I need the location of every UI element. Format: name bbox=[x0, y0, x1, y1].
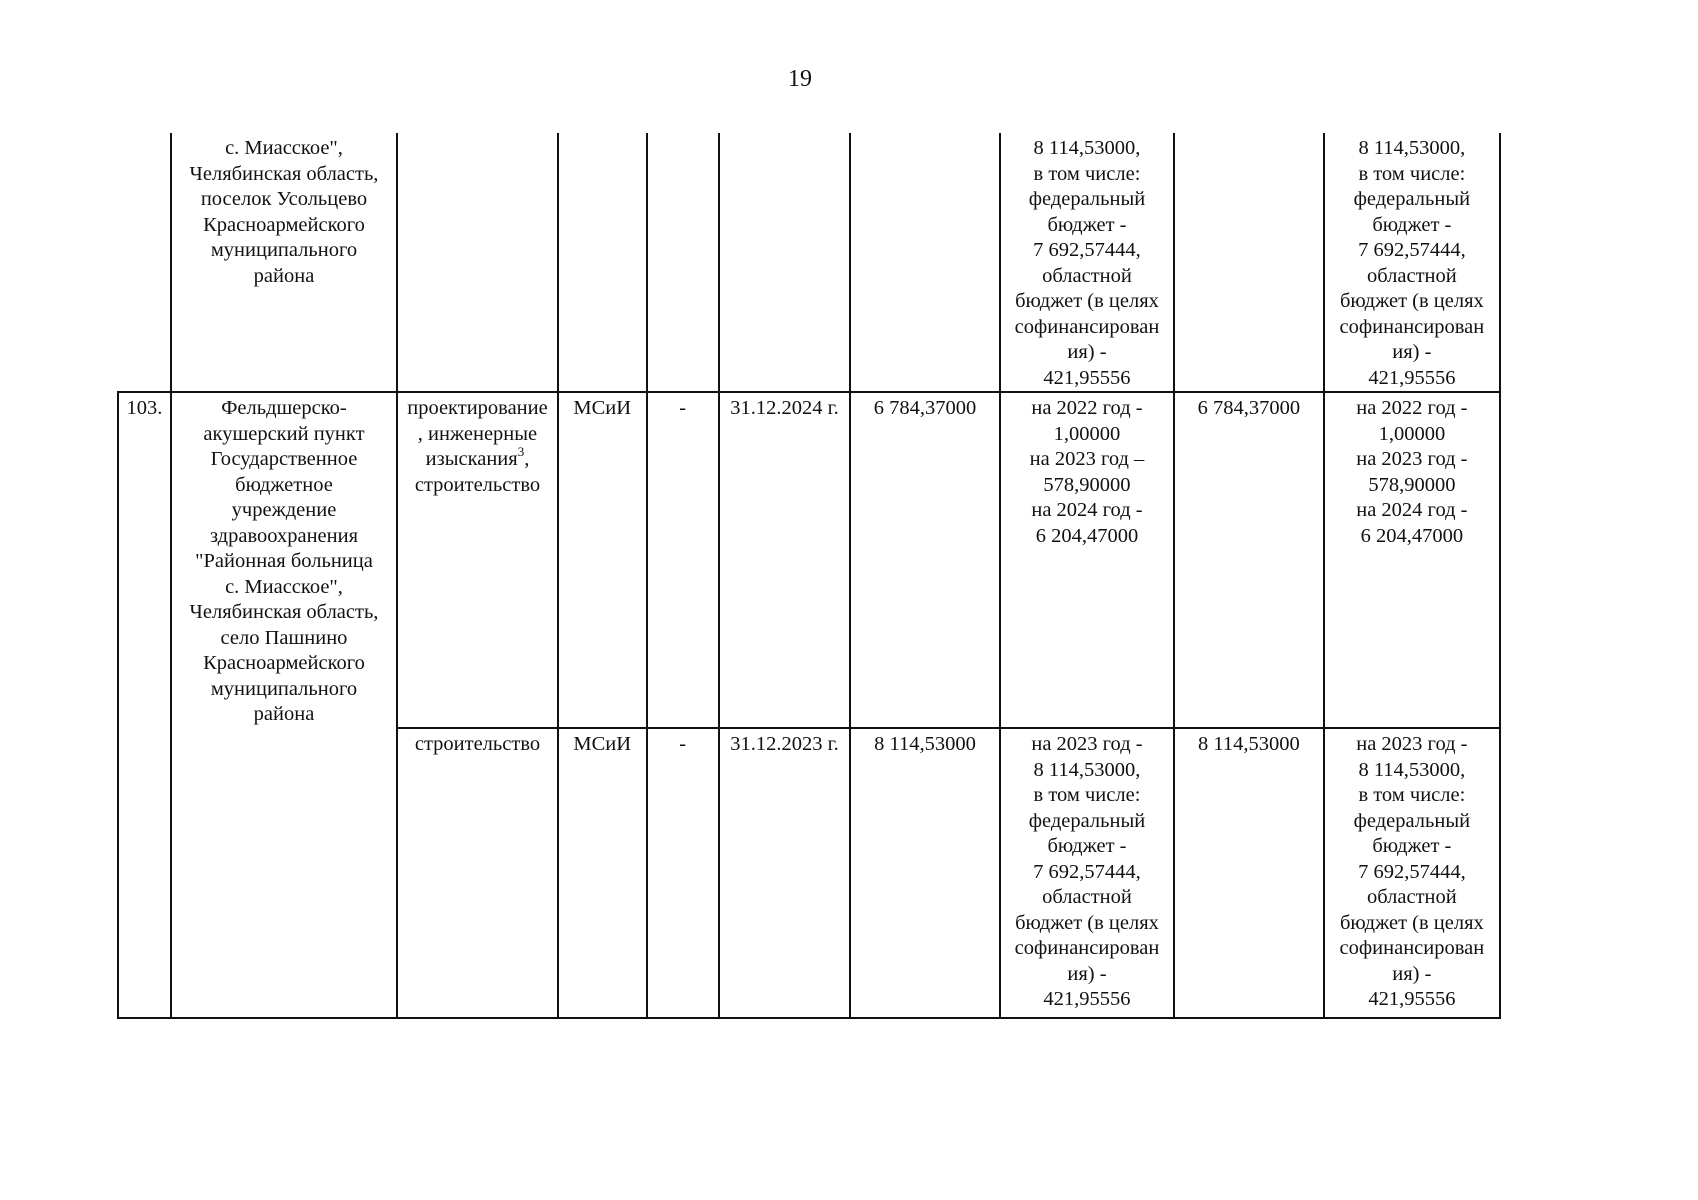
text-line: бюджет - bbox=[1047, 213, 1127, 236]
amount-cell: 8 114,53000 bbox=[850, 728, 1000, 1018]
text-line: Красноармейского bbox=[203, 213, 365, 236]
text-line: областной bbox=[1042, 886, 1132, 908]
footnote-mark: 3 bbox=[517, 444, 525, 459]
text-line: здравоохранения bbox=[209, 524, 359, 547]
text-line: софинансирован bbox=[1014, 315, 1160, 338]
text-line: бюджет (в целях bbox=[1015, 290, 1159, 312]
text-line: акушерский пункт bbox=[203, 422, 365, 445]
text-line: на 2022 год - bbox=[1356, 397, 1468, 419]
text-line: 578,90000 bbox=[1368, 473, 1456, 496]
text-line: 6 204,47000 bbox=[1035, 524, 1139, 547]
text-line: бюджет (в целях bbox=[1339, 911, 1484, 934]
text-line: ия) - bbox=[1392, 341, 1432, 363]
deadline-cell: 31.12.2024 г. bbox=[719, 392, 850, 728]
text-line: софинансирован bbox=[1339, 937, 1485, 959]
text-line: бюджет - bbox=[1372, 213, 1452, 236]
text-line: 1,00000 bbox=[1378, 422, 1446, 445]
text-line: Красноармейского bbox=[203, 652, 365, 674]
row-number-cell bbox=[118, 133, 171, 392]
text-line: в том числе: bbox=[1033, 162, 1141, 185]
text-fragment: изыскания bbox=[425, 448, 518, 470]
text-line: 1,00000 bbox=[1053, 422, 1121, 445]
text-line: ия) - bbox=[1067, 341, 1107, 363]
amount-2-cell: 8 114,53000 bbox=[1174, 728, 1324, 1018]
text-line: федеральный bbox=[1028, 809, 1146, 832]
text-line: 578,90000 bbox=[1043, 473, 1131, 496]
text-line: проектирование bbox=[407, 397, 548, 419]
text-line: учреждение bbox=[231, 499, 337, 521]
table-row bbox=[118, 133, 1500, 392]
amount-cell: 6 784,37000 bbox=[850, 392, 1000, 728]
text-line: федеральный bbox=[1353, 188, 1471, 210]
text-line: с. Миасское", bbox=[225, 137, 343, 159]
schedule-2-cell bbox=[1324, 728, 1500, 1018]
text-line: на 2024 год - bbox=[1356, 499, 1468, 521]
text-line: на 2024 год - bbox=[1031, 499, 1143, 521]
dash-cell bbox=[647, 133, 719, 392]
text-line: софинансирован bbox=[1014, 937, 1160, 959]
table-row bbox=[118, 392, 1500, 728]
schedule-2-cell bbox=[1324, 392, 1500, 728]
text-line: в том числе: bbox=[1358, 162, 1466, 185]
text-line: муниципального bbox=[210, 677, 358, 700]
text-line: на 2023 год – bbox=[1029, 448, 1145, 470]
text-line: , инженерные bbox=[417, 422, 538, 445]
amount-2-cell: 6 784,37000 bbox=[1174, 392, 1324, 728]
deadline-cell: 31.12.2023 г. bbox=[719, 728, 850, 1018]
schedule-2-cell bbox=[1324, 133, 1500, 392]
objects-table bbox=[117, 133, 1501, 1019]
text-line: на 2023 год - bbox=[1356, 733, 1468, 755]
schedule-cell bbox=[1000, 392, 1174, 728]
text-line: бюджет - bbox=[1372, 835, 1452, 857]
text-line: в том числе: bbox=[1358, 784, 1466, 806]
text-line: 421,95556 bbox=[1368, 988, 1456, 1010]
customer-cell: МСиИ bbox=[558, 392, 647, 728]
text-line: 7 692,57444, bbox=[1033, 239, 1141, 261]
text-line: строительство bbox=[414, 473, 541, 496]
text-line: Челябинская область, bbox=[189, 162, 379, 185]
text-line: областной bbox=[1042, 264, 1132, 287]
amount-cell bbox=[850, 133, 1000, 392]
text-line: на 2023 год - bbox=[1356, 448, 1468, 470]
text-line: 7 692,57444, bbox=[1033, 860, 1141, 883]
text-line: бюджет (в целях bbox=[1339, 290, 1484, 312]
schedule-cell bbox=[1000, 133, 1174, 392]
row-number-cell: 103. bbox=[118, 392, 171, 1018]
text-line: 7 692,57444, bbox=[1358, 860, 1466, 883]
text-line: района bbox=[253, 264, 315, 287]
text-line: района bbox=[253, 703, 315, 725]
text-line: на 2023 год - bbox=[1031, 733, 1143, 755]
text-line: 8 114,53000, bbox=[1358, 758, 1466, 781]
amount-2-cell bbox=[1174, 133, 1324, 392]
object-name-cell bbox=[171, 133, 397, 392]
text-line: на 2022 год - bbox=[1031, 397, 1143, 419]
work-type-cell bbox=[397, 392, 558, 728]
text-line: бюджет (в целях bbox=[1015, 911, 1159, 934]
text-line bbox=[401, 444, 554, 473]
text-line: 421,95556 bbox=[1043, 366, 1131, 389]
text-line: 421,95556 bbox=[1368, 366, 1456, 389]
text-line: село Пашнино bbox=[220, 626, 348, 649]
page-number: 19 bbox=[788, 66, 812, 92]
text-line: 8 114,53000, bbox=[1358, 137, 1466, 159]
text-line: поселок Усольцево bbox=[200, 188, 368, 210]
text-line: муниципального bbox=[210, 239, 358, 261]
text-line: Челябинская область, bbox=[189, 601, 379, 623]
text-line: Государственное bbox=[210, 448, 358, 470]
text-line: ия) - bbox=[1392, 962, 1432, 985]
text-line: Фельдшерско- bbox=[221, 397, 347, 419]
dash-cell: - bbox=[647, 728, 719, 1018]
text-fragment: , bbox=[524, 448, 530, 470]
text-line: федеральный bbox=[1028, 188, 1146, 210]
text-line: строительство bbox=[414, 733, 541, 755]
text-line: областной bbox=[1367, 886, 1457, 908]
customer-cell bbox=[558, 133, 647, 392]
text-line: 8 114,53000, bbox=[1033, 137, 1141, 159]
text-line: "Районная больница bbox=[195, 550, 373, 572]
object-name-cell bbox=[171, 392, 397, 1018]
text-line: бюджетное bbox=[235, 473, 333, 496]
text-line: бюджет - bbox=[1047, 835, 1127, 857]
schedule-cell bbox=[1000, 728, 1174, 1018]
text-line: 421,95556 bbox=[1043, 988, 1131, 1010]
text-line: 6 204,47000 bbox=[1360, 524, 1464, 547]
customer-cell: МСиИ bbox=[558, 728, 647, 1018]
work-type-cell bbox=[397, 133, 558, 392]
text-line: ия) - bbox=[1067, 962, 1107, 985]
text-line: 8 114,53000, bbox=[1033, 758, 1141, 781]
text-line: федеральный bbox=[1353, 809, 1471, 832]
text-line: областной bbox=[1367, 264, 1457, 287]
text-line: в том числе: bbox=[1033, 784, 1141, 806]
text-line: 7 692,57444, bbox=[1358, 239, 1466, 261]
work-type-cell bbox=[397, 728, 558, 1018]
deadline-cell bbox=[719, 133, 850, 392]
dash-cell: - bbox=[647, 392, 719, 728]
text-line: софинансирован bbox=[1339, 315, 1485, 338]
text-line: с. Миасское", bbox=[225, 575, 343, 598]
